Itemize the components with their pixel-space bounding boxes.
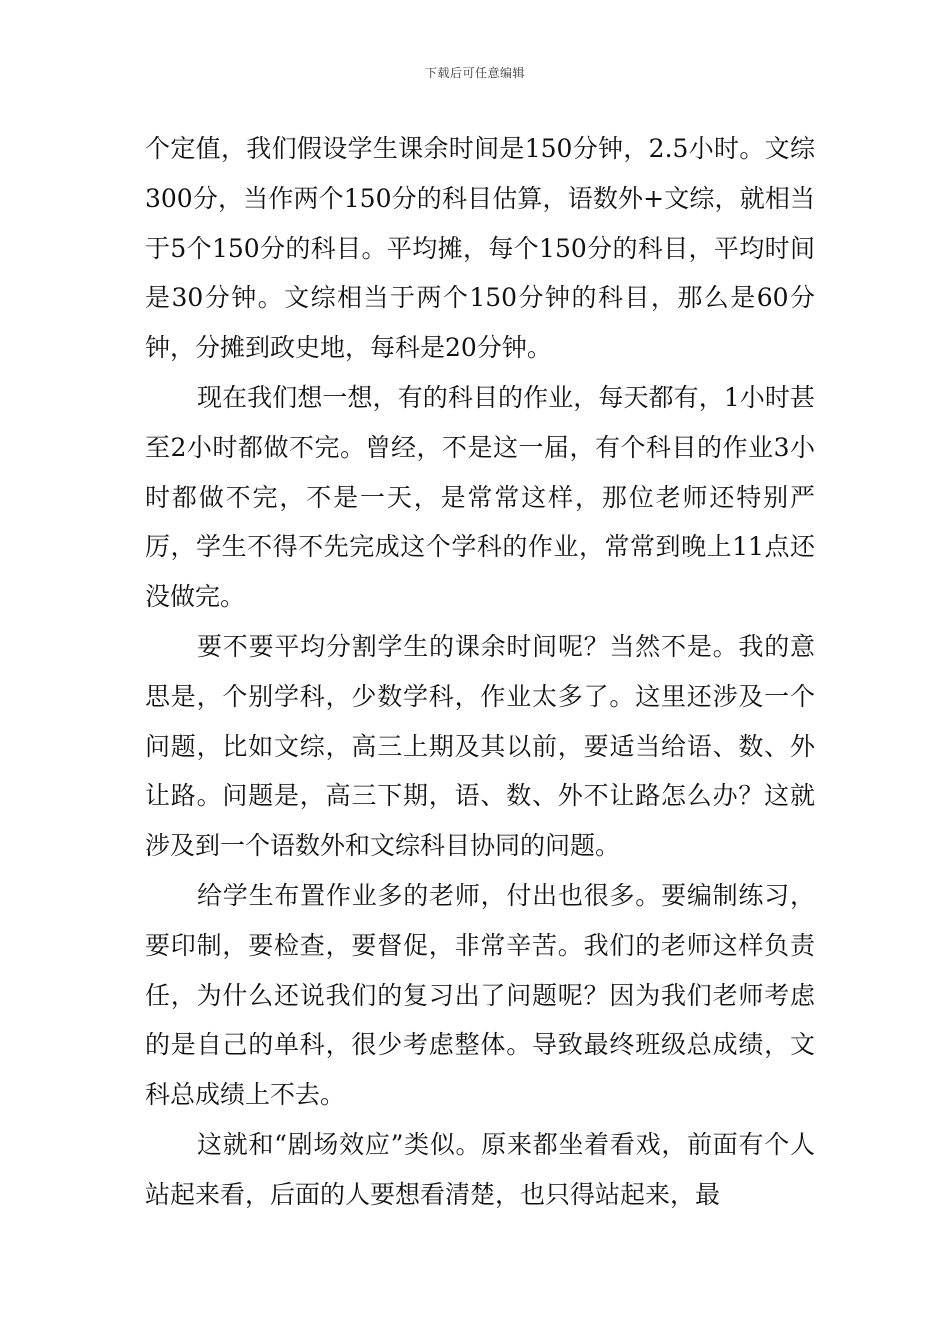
paragraph: 现在我们想一想，有的科目的作业，每天都有，1小时甚至2小时都做不完。曾经，不是这一届，有个科目的作业3小时都做不完，不是一天，是常常这样，那位老师还特别严厉，学生不得不先完成这个学科的作业，常常到晚上11点还没做完。	[145, 382, 815, 612]
paragraph: 这就和“剧场效应”类似。原来都坐着看戏，前面有个人站起来看，后面的人要想看清楚，也只得站起来，最	[145, 1129, 815, 1209]
paragraph: 给学生布置作业多的老师，付出也很多。要编制练习，要印制，要检查，要督促，非常辛苦。我们的老师这样负责任，为什么还说我们的复习出了问题呢？因为我们老师考虑的是自己的单科，很少考虑整体。导致最终班级总成绩，文科总成绩上不去。	[145, 880, 815, 1110]
page-header: 下载后可任意编辑	[424, 66, 525, 80]
paragraph: 要不要平均分割学生的课余时间呢？当然不是。我的意思是，个别学科，少数学科，作业太多了。这里还涉及一个问题，比如文综，高三上期及其以前，要适当给语、数、外让路。问题是，高三下期，语、数、外不让路怎么办？这就涉及到一个语数外和文综科目协同的问题。	[145, 631, 815, 861]
document-body	[145, 124, 815, 1220]
paragraph-continuation: 个定值，我们假设学生课余时间是150分钟，2.5小时。文综300分，当作两个150分的科目估算，语数外+文综，就相当于5个150分的科目。平均摊，每个150分的科目，平均时间是30分钟。文综相当于两个150分钟的科目，那么是60分钟，分摊到政史地，每科是20分钟。	[145, 134, 815, 363]
